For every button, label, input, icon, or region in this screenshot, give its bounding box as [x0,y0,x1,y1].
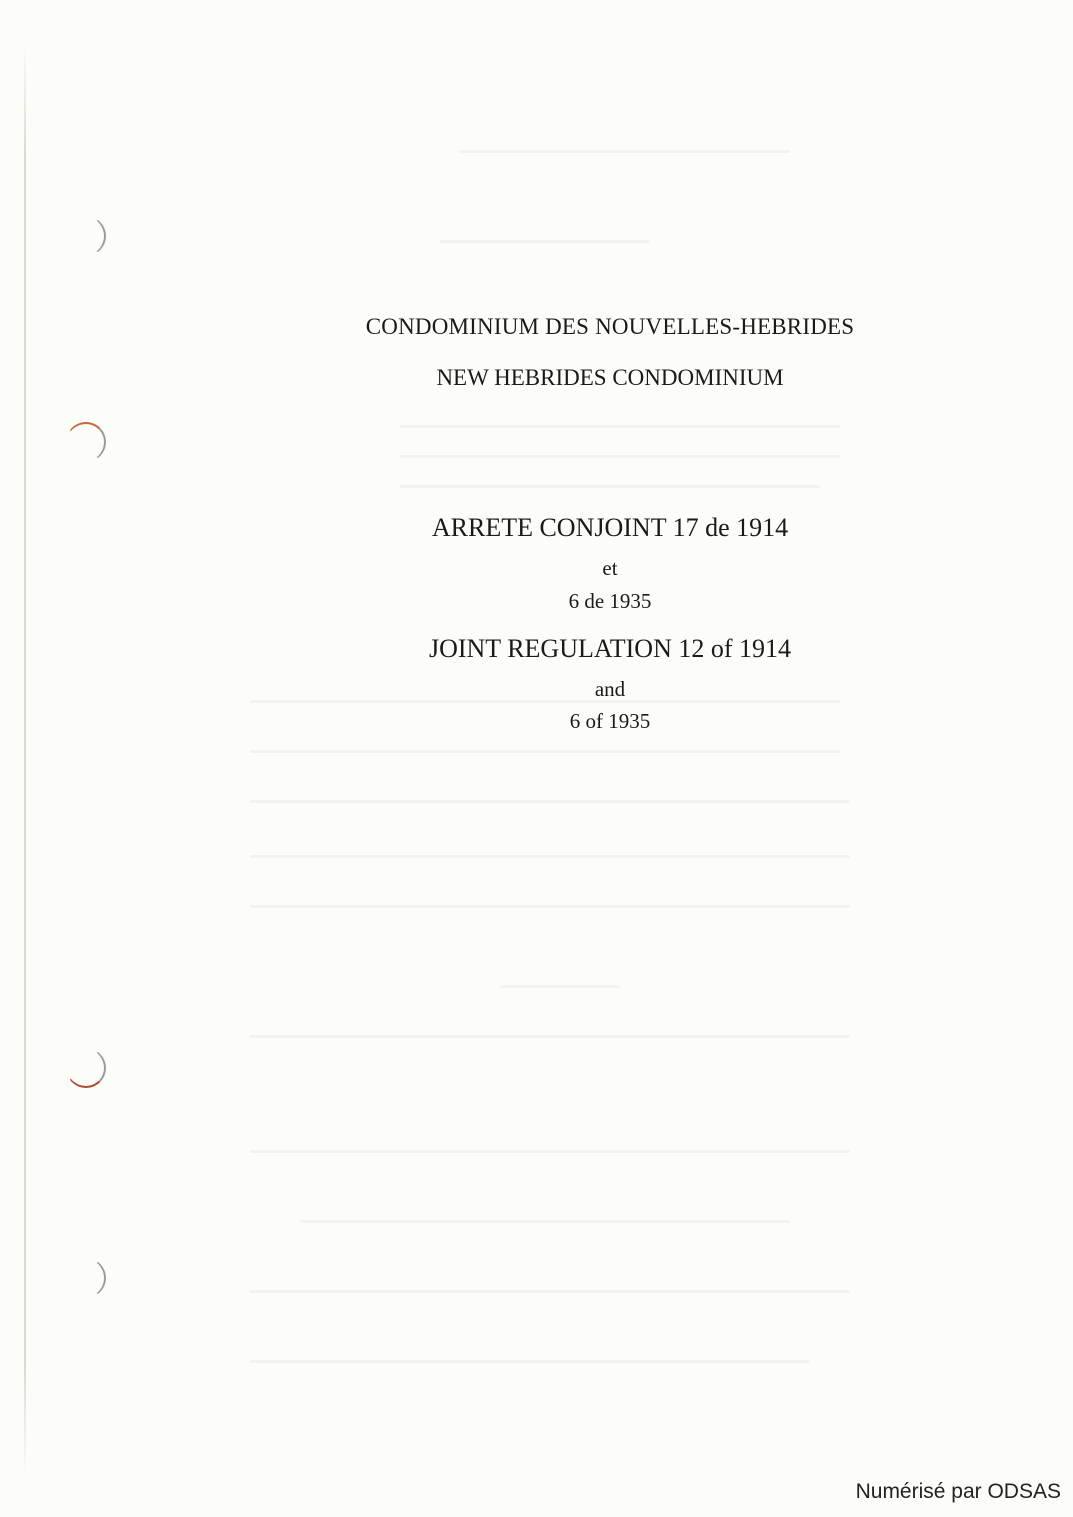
conjunction-french: et [602,556,618,580]
heading-french: CONDOMINIUM DES NOUVELLES-HEBRIDES [365,314,855,339]
second-regulation-french: 6 de 1935 [568,589,652,613]
conjunction-english: and [594,677,626,701]
bleed-through-line [440,240,650,243]
regulation-title-english: JOINT REGULATION 12 of 1914 [428,634,792,663]
bleed-through-line [250,1290,850,1293]
bleed-through-line [250,1035,850,1038]
second-regulation-english: 6 of 1935 [569,709,651,733]
digitization-watermark: Numérisé par ODSAS [855,1480,1061,1503]
bleed-through-line [400,455,840,458]
bleed-through-line [250,905,850,908]
bleed-through-line [250,1150,850,1153]
punch-hole-icon [66,1048,106,1088]
page-left-edge [24,40,26,1480]
heading-english: NEW HEBRIDES CONDOMINIUM [436,365,784,390]
bleed-through-line [250,750,840,753]
bleed-through-line [300,1220,790,1223]
bleed-through-line [250,855,850,858]
bleed-through-line [400,425,840,428]
punch-hole-icon [66,1258,106,1298]
regulation-title-french: ARRETE CONJOINT 17 de 1914 [431,513,789,542]
punch-hole-icon [66,216,106,256]
bleed-through-line [250,1360,810,1363]
bleed-through-line [500,985,620,988]
bleed-through-line [250,800,850,803]
bleed-through-line [460,150,790,153]
bleed-through-line [400,485,820,488]
punch-hole-icon [66,422,106,462]
